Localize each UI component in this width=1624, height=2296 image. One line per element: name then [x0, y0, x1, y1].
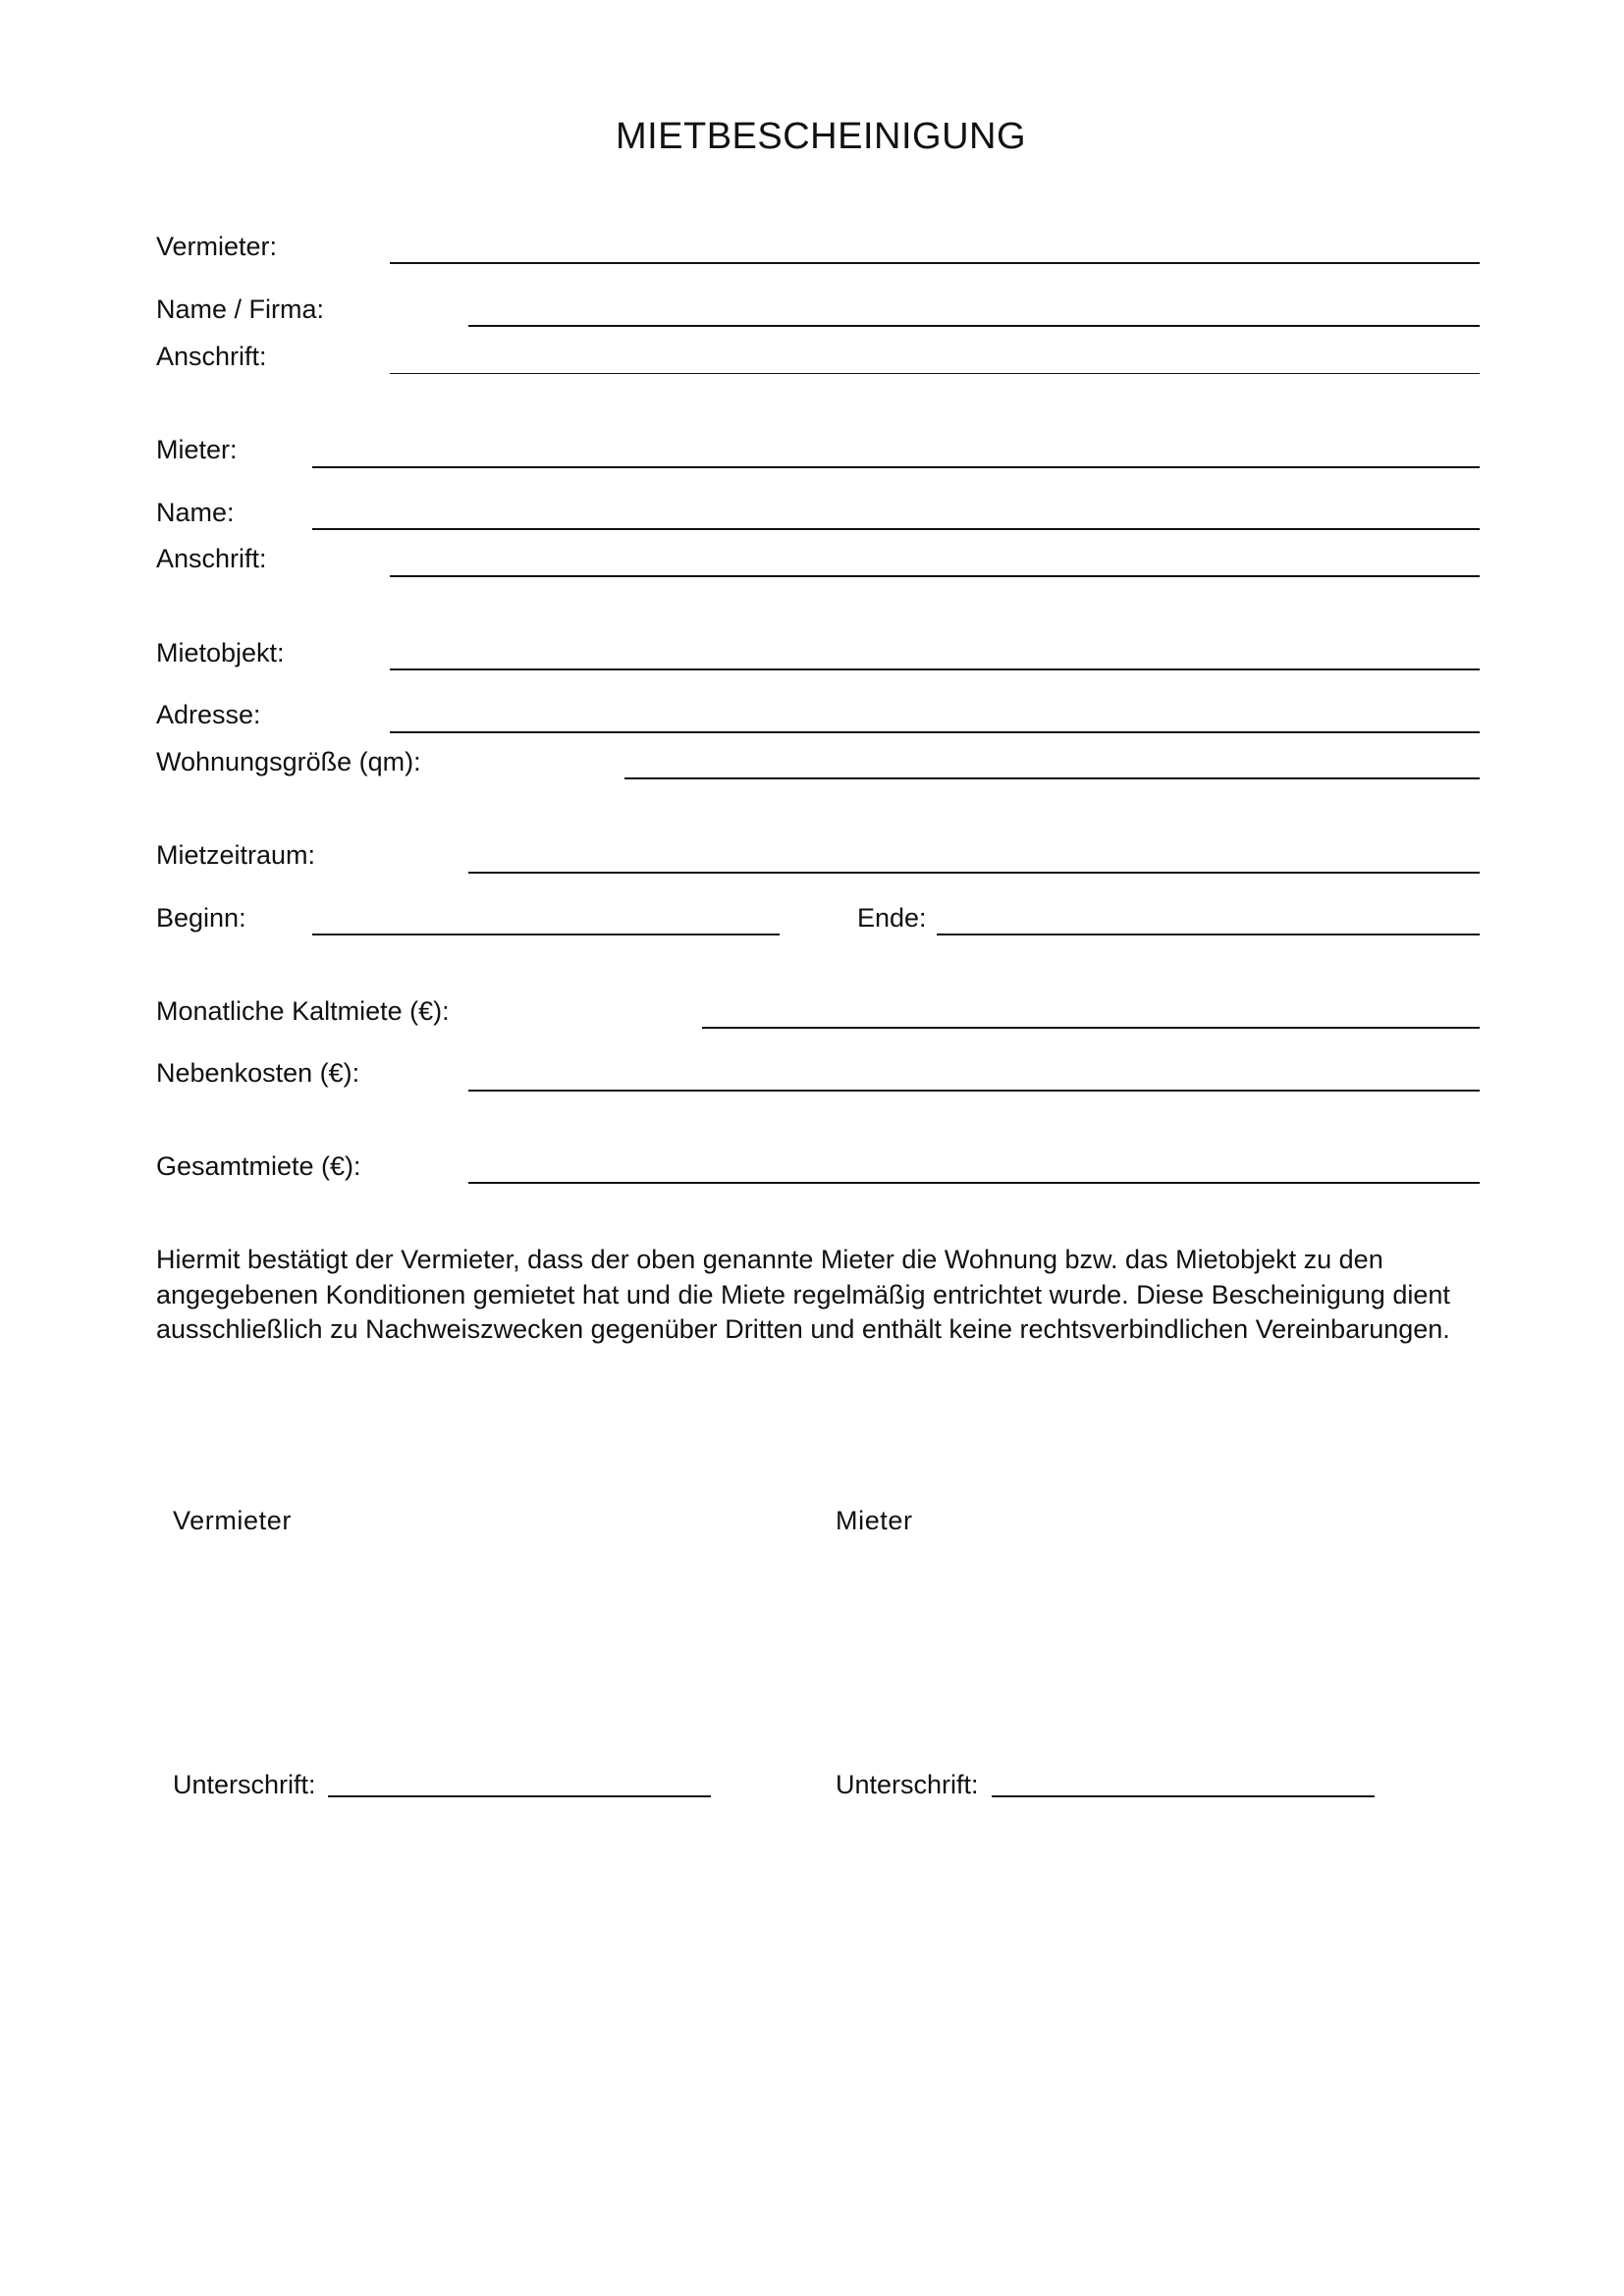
period-section-label: Mietzeitraum: [156, 840, 316, 870]
landlord-section-label: Vermieter: [156, 232, 278, 261]
period-end-line[interactable] [937, 934, 1480, 935]
landlord-name-label: Name / Firma: [156, 294, 325, 324]
landlord-address-line[interactable] [390, 373, 1480, 374]
extra-costs-label: Nebenkosten (€): [156, 1058, 360, 1088]
total-rent-label: Gesamtmiete (€): [156, 1151, 361, 1181]
period-field-line[interactable] [468, 872, 1480, 874]
property-address-label: Adresse: [156, 700, 261, 729]
tenant-signature-heading: Mieter [836, 1506, 913, 1535]
period-start-line[interactable] [312, 934, 780, 935]
cold-rent-line[interactable] [702, 1027, 1480, 1029]
landlord-signature-label: Unterschrift: [173, 1770, 316, 1799]
landlord-signature-heading: Vermieter [173, 1506, 292, 1535]
cold-rent-label: Monatliche Kaltmiete (€): [156, 996, 450, 1026]
landlord-address-label: Anschrift: [156, 342, 267, 371]
tenant-section-label: Mieter: [156, 435, 238, 464]
tenant-address-label: Anschrift: [156, 544, 267, 573]
document-title: MIETBESCHEINIGUNG [615, 116, 1027, 157]
tenant-address-line[interactable] [390, 575, 1480, 577]
property-address-line[interactable] [390, 731, 1480, 733]
extra-costs-line[interactable] [468, 1090, 1480, 1092]
property-size-line[interactable] [624, 777, 1480, 779]
period-end-label: Ende: [857, 903, 927, 933]
tenant-name-line[interactable] [312, 528, 1480, 530]
tenant-name-label: Name: [156, 498, 235, 527]
tenant-field-line[interactable] [312, 466, 1480, 468]
landlord-name-line[interactable] [468, 325, 1480, 327]
property-field-line[interactable] [390, 668, 1480, 670]
property-size-label: Wohnungsgröße (qm): [156, 747, 421, 776]
tenant-signature-label: Unterschrift: [836, 1770, 979, 1799]
total-rent-line[interactable] [468, 1182, 1480, 1184]
confirmation-paragraph: Hiermit bestätigt der Vermieter, dass der oben genannte Mieter die Wohnung bzw. das Mietobjekt zu den angegebenen Konditionen gemietet hat und die Miete regelmäßig entrichtet wurde. Diese Bescheinigung dient ausschließlich zu Nachweiszwecken gegenüber Dritten und enthält keine rechtsverbindlichen Vereinbarungen. [156, 1245, 1450, 1344]
landlord-signature-line[interactable] [328, 1795, 711, 1797]
property-section-label: Mietobjekt: [156, 638, 285, 667]
period-start-label: Beginn: [156, 903, 246, 933]
landlord-field-line[interactable] [390, 262, 1480, 264]
tenant-signature-line[interactable] [992, 1795, 1375, 1797]
